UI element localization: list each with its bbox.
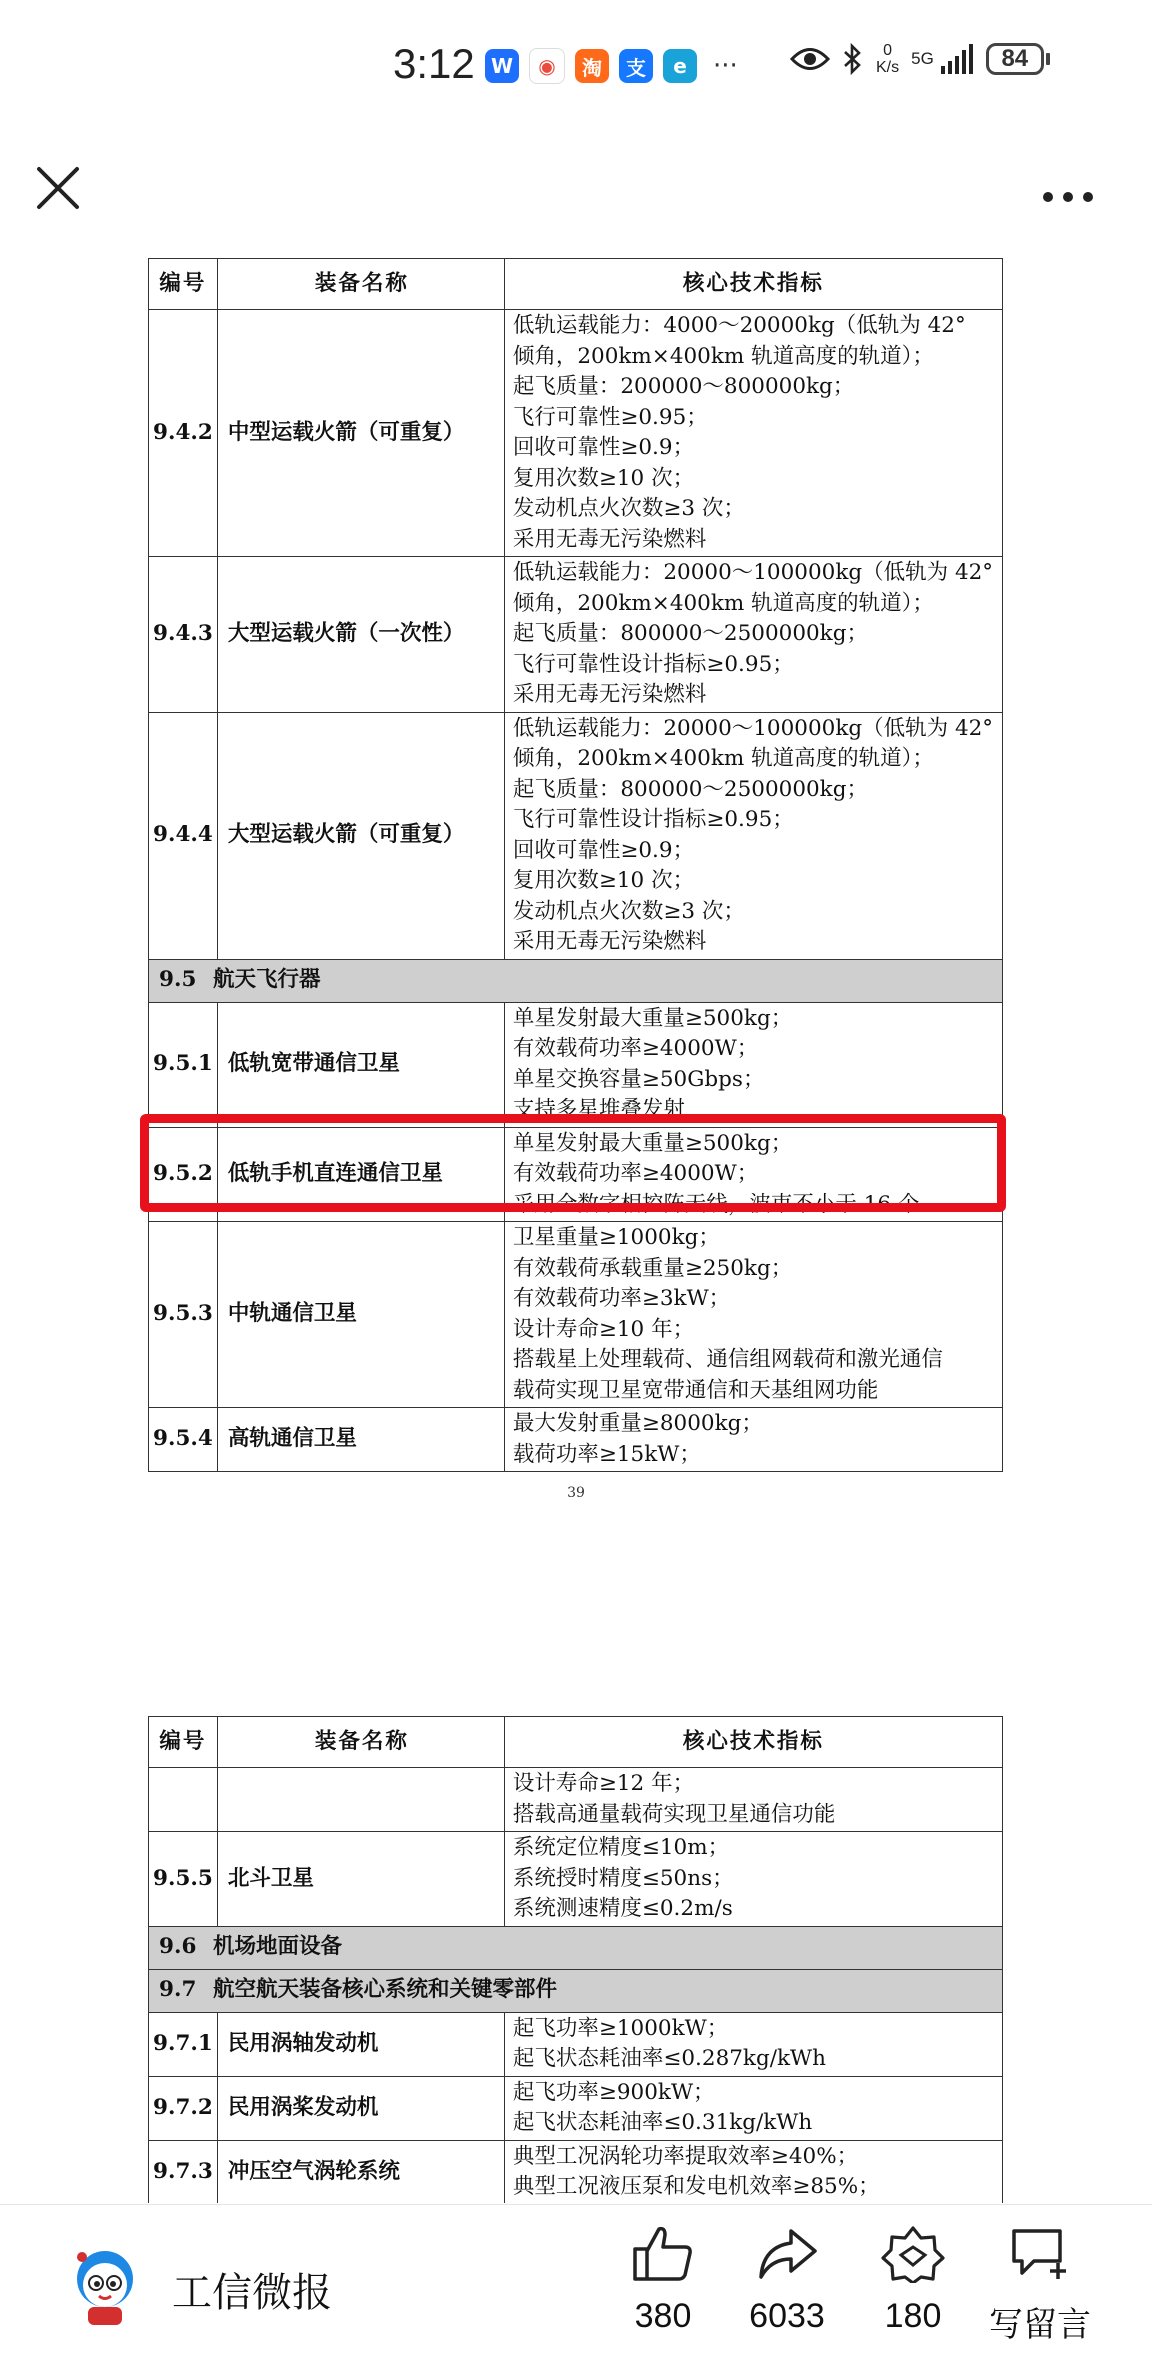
table-row bbox=[149, 2076, 1003, 2140]
edge-browser-icon: e bbox=[663, 49, 697, 83]
item-spec bbox=[504, 1222, 1002, 1408]
like-count: 380 bbox=[634, 2297, 692, 2335]
section-title: 航天飞行器 bbox=[213, 967, 321, 993]
highlight-annotation bbox=[140, 1114, 1006, 1212]
table-row bbox=[149, 1222, 1003, 1408]
section-code: 9.7 bbox=[159, 1977, 197, 2003]
item-code: 9.5.4 bbox=[149, 1408, 218, 1472]
item-name: 中型运载火箭（可重复） bbox=[217, 310, 504, 557]
section-code: 9.6 bbox=[159, 1934, 197, 1960]
more-options-button[interactable] bbox=[1040, 180, 1096, 210]
spec-line: 复用次数≥10 次； bbox=[512, 868, 695, 893]
item-name: 中轨通信卫星 bbox=[217, 1222, 504, 1408]
item-name: 民用涡轴发动机 bbox=[217, 2012, 504, 2076]
table-row bbox=[149, 2012, 1003, 2076]
header-spec: 核心技术指标 bbox=[504, 1717, 1002, 1768]
spec-table-page-39 bbox=[148, 258, 1003, 1472]
like-button[interactable] bbox=[603, 2225, 723, 2336]
item-code bbox=[149, 1768, 218, 1832]
close-button[interactable] bbox=[30, 160, 86, 216]
eye-icon bbox=[790, 46, 830, 72]
header-code: 编号 bbox=[149, 1717, 218, 1768]
status-bar bbox=[0, 0, 1152, 130]
spec-line: 回收可靠性≥0.9； bbox=[512, 837, 695, 863]
spec-line: 设计寿命≥12 年； bbox=[512, 1771, 695, 1796]
battery-tip bbox=[1046, 53, 1050, 65]
w-app-icon: W bbox=[485, 49, 519, 83]
section-row bbox=[149, 1969, 1003, 2012]
spec-line: 搭载星上处理载荷、通信组网载荷和激光通信 bbox=[512, 1347, 943, 1372]
alipay-icon: 支 bbox=[619, 49, 653, 83]
spec-line: 单星发射最大重量≥500kg； bbox=[512, 1130, 793, 1156]
item-name: 冲压空气涡轮系统 bbox=[217, 2140, 504, 2203]
item-code: 9.7.2 bbox=[149, 2076, 218, 2140]
item-code: 9.4.4 bbox=[149, 712, 218, 959]
spec-line: 倾角，200km×400km 轨道高度的轨道）； bbox=[512, 590, 934, 616]
author-avatar[interactable] bbox=[62, 2245, 148, 2331]
item-code: 9.4.3 bbox=[149, 557, 218, 713]
item-code: 9.5.5 bbox=[149, 1832, 218, 1927]
net-speed-value: 0 bbox=[883, 42, 893, 59]
spec-line: 倾角，200km×400km 轨道高度的轨道）； bbox=[512, 343, 934, 369]
net-speed bbox=[876, 42, 899, 76]
spec-line: 有效载荷功率≥4000W； bbox=[512, 1161, 759, 1186]
table-row bbox=[149, 557, 1003, 713]
spec-line: 载荷实现卫星宽带通信和天基组网功能 bbox=[512, 1377, 879, 1403]
spec-line: 发动机点火次数≥3 次； bbox=[512, 496, 745, 521]
mascot-avatar-icon bbox=[62, 2245, 148, 2331]
header-name: 装备名称 bbox=[217, 259, 504, 310]
net-speed-unit: K/s bbox=[876, 59, 900, 76]
table-row bbox=[149, 712, 1003, 959]
recommend-count: 180 bbox=[884, 2297, 942, 2335]
table-row bbox=[149, 1408, 1003, 1472]
spec-line: 发动机点火次数≥3 次； bbox=[512, 898, 745, 924]
section-cell bbox=[149, 959, 1003, 1002]
spec-line: 单星发射最大重量≥500kg； bbox=[512, 1005, 793, 1031]
bottom-bar bbox=[0, 2204, 1152, 2377]
section-code: 9.5 bbox=[159, 967, 197, 993]
status-time: 3:12 bbox=[393, 40, 475, 87]
table-row bbox=[149, 1832, 1003, 1927]
item-name: 低轨宽带通信卫星 bbox=[217, 1002, 504, 1127]
share-icon bbox=[755, 2225, 819, 2283]
spec-line: 低轨运载能力：20000～100000kg（低轨为 42° bbox=[512, 715, 994, 741]
item-name: 大型运载火箭（可重复） bbox=[217, 712, 504, 959]
spec-table-page-40 bbox=[148, 1716, 1003, 2203]
recommend-icon bbox=[881, 2225, 945, 2283]
item-code: 9.5.1 bbox=[149, 1002, 218, 1127]
item-code: 9.7.3 bbox=[149, 2140, 218, 2203]
item-spec bbox=[504, 1408, 1002, 1472]
header-code: 编号 bbox=[149, 259, 218, 310]
spec-line: 典型工况涡轮功率提取效率≥40%； bbox=[512, 2143, 859, 2169]
item-code: 9.5.2 bbox=[149, 1127, 218, 1222]
comment-button[interactable] bbox=[980, 2225, 1100, 2346]
spec-line: 回收可靠性≥0.9； bbox=[512, 435, 695, 460]
item-spec bbox=[504, 310, 1002, 557]
spec-line: 支持多星堆叠发射 bbox=[512, 1097, 685, 1122]
top-nav bbox=[0, 140, 1152, 250]
table-row bbox=[149, 310, 1003, 557]
share-count: 6033 bbox=[749, 2297, 825, 2335]
item-name: 低轨手机直连通信卫星 bbox=[217, 1127, 504, 1222]
table-row bbox=[149, 1768, 1003, 1832]
document-view[interactable] bbox=[0, 258, 1152, 2203]
spec-line: 有效载荷功率≥4000W； bbox=[512, 1036, 759, 1061]
browser-icon: ◉ bbox=[529, 48, 565, 84]
spec-line: 起飞质量：200000～800000kg； bbox=[512, 374, 855, 399]
table-row bbox=[149, 2140, 1003, 2203]
spec-line: 最大发射重量≥8000kg； bbox=[512, 1411, 763, 1436]
section-cell bbox=[149, 1969, 1003, 2012]
spec-line: 起飞质量：800000～2500000kg； bbox=[512, 621, 868, 646]
notification-icons bbox=[485, 48, 738, 84]
spec-line: 倾角，200km×400km 轨道高度的轨道）； bbox=[512, 746, 934, 771]
more-dots-icon bbox=[1040, 191, 1096, 203]
item-spec bbox=[504, 2012, 1002, 2076]
item-name: 高轨通信卫星 bbox=[217, 1408, 504, 1472]
spec-line: 载荷功率≥15kW； bbox=[512, 1441, 701, 1467]
section-cell bbox=[149, 1926, 1003, 1969]
spec-line: 低轨运载能力：4000～20000kg（低轨为 42° bbox=[512, 313, 966, 338]
item-name: 民用涡桨发动机 bbox=[217, 2076, 504, 2140]
close-icon bbox=[30, 160, 86, 216]
header-spec: 核心技术指标 bbox=[504, 259, 1002, 310]
taobao-icon: 淘 bbox=[575, 49, 609, 83]
spec-line: 搭载高通量载荷实现卫星通信功能 bbox=[512, 1801, 836, 1827]
spec-line: 飞行可靠性设计指标≥0.95； bbox=[512, 807, 794, 832]
spec-line: 有效载荷功率≥3kW； bbox=[512, 1286, 731, 1311]
bluetooth-icon bbox=[842, 43, 864, 75]
network-type: 5G bbox=[911, 49, 934, 68]
section-title: 航空航天装备核心系统和关键零部件 bbox=[213, 1977, 558, 2003]
spec-line: 复用次数≥10 次； bbox=[512, 465, 695, 491]
spec-line: 飞行可靠性≥0.95； bbox=[512, 404, 708, 430]
spec-line: 采用全数字相控阵天线，波束不小于 16 个 bbox=[512, 1191, 920, 1217]
spec-line: 设计寿命≥10 年； bbox=[512, 1316, 695, 1342]
item-code: 9.7.1 bbox=[149, 2012, 218, 2076]
battery-icon: 84 bbox=[986, 43, 1044, 75]
spec-line: 起飞状态耗油率≤0.31kg/kWh bbox=[512, 2110, 813, 2135]
author-name[interactable]: 工信微报 bbox=[172, 2270, 332, 2316]
item-spec bbox=[504, 557, 1002, 713]
page-number: 39 bbox=[567, 1485, 585, 1501]
share-button[interactable] bbox=[727, 2225, 847, 2336]
spec-line: 低轨运载能力：20000～100000kg（低轨为 42° bbox=[512, 560, 994, 585]
signal-icon bbox=[940, 44, 974, 74]
section-row bbox=[149, 1926, 1003, 1969]
spec-line: 起飞功率≥900kW； bbox=[512, 2079, 715, 2105]
spec-line: 有效载荷承载重量≥250kg； bbox=[512, 1255, 793, 1281]
spec-line: 卫星重量≥1000kg； bbox=[512, 1225, 720, 1250]
status-indicators bbox=[790, 42, 1050, 76]
item-code: 9.5.3 bbox=[149, 1222, 218, 1408]
item-name: 大型运载火箭（一次性） bbox=[217, 557, 504, 713]
spec-line: 起飞状态耗油率≤0.287kg/kWh bbox=[512, 2046, 826, 2071]
spec-line: 起飞功率≥1000kW； bbox=[512, 2015, 729, 2041]
spec-line: 系统授时精度≤50ns； bbox=[512, 1865, 734, 1891]
item-code: 9.4.2 bbox=[149, 310, 218, 557]
item-name bbox=[217, 1768, 504, 1832]
spec-line: 采用无毒无污染燃料 bbox=[512, 929, 707, 954]
table-row bbox=[149, 1002, 1003, 1127]
spec-line: 系统定位精度≤10m； bbox=[512, 1835, 730, 1860]
item-spec bbox=[504, 2076, 1002, 2140]
section-row bbox=[149, 959, 1003, 1002]
table-header-row bbox=[149, 259, 1003, 310]
comment-icon bbox=[1008, 2225, 1072, 2283]
spec-line: 采用无毒无污染燃料 bbox=[512, 682, 707, 707]
spec-line: 单星交换容量≥50Gbps； bbox=[512, 1066, 765, 1092]
spec-line: 系统测速精度≤0.2m/s bbox=[512, 1896, 733, 1921]
spec-line: 飞行可靠性设计指标≥0.95； bbox=[512, 651, 794, 677]
comment-label: 写留言 bbox=[989, 2306, 1091, 2344]
item-spec bbox=[504, 1832, 1002, 1927]
header-name: 装备名称 bbox=[217, 1717, 504, 1768]
recommend-button[interactable] bbox=[853, 2225, 973, 2336]
item-spec bbox=[504, 2140, 1002, 2203]
table-header-row bbox=[149, 1717, 1003, 1768]
more-notifications-icon: ··· bbox=[713, 51, 738, 81]
item-spec bbox=[504, 712, 1002, 959]
thumbs-up-icon bbox=[631, 2225, 695, 2283]
spec-line: 起飞质量：800000～2500000kg； bbox=[512, 776, 868, 802]
item-name: 北斗卫星 bbox=[217, 1832, 504, 1927]
spec-line: 典型工况液压泵和发电机效率≥85%； bbox=[512, 2174, 880, 2199]
item-spec bbox=[504, 1002, 1002, 1127]
spec-line: 采用无毒无污染燃料 bbox=[512, 526, 707, 552]
section-title: 机场地面设备 bbox=[213, 1934, 343, 1960]
item-spec bbox=[504, 1768, 1002, 1832]
